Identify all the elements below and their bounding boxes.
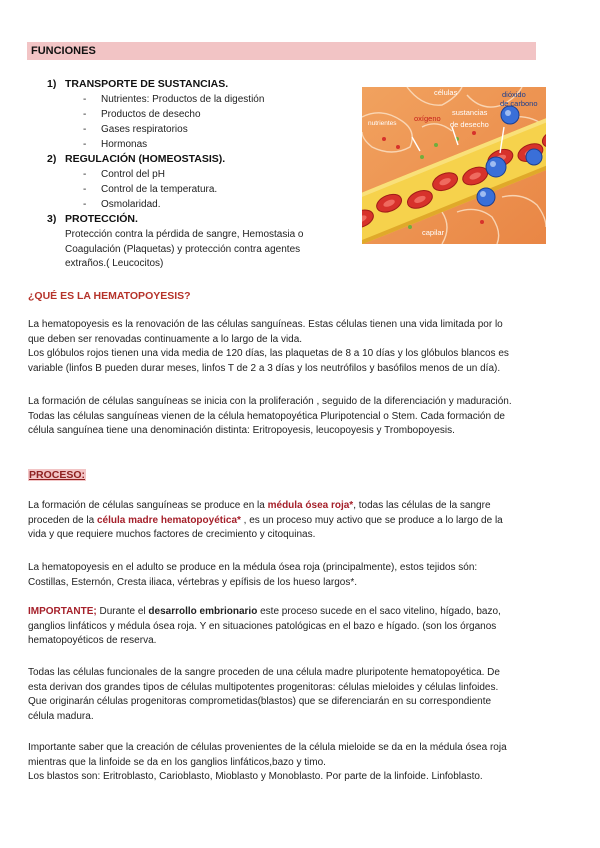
- paragraph-formation: La formación de células sanguíneas se inicia con la proliferación , seguido de la diferenciación y maduración. Todas las células sanguíneas vienen de la célula hematopoyética Pluripotencial o Stem. Cada formación de célula sanguínea tiene una denominación distinta: Eritropoyesis, leucopoyesis y Trombopoyesis.: [28, 396, 512, 437]
- list-number: 3): [47, 213, 57, 225]
- sublist-item: - Gases respiratorios: [83, 124, 188, 135]
- label-de-desecho: de desecho: [450, 120, 489, 129]
- label-celulas: células: [434, 88, 458, 97]
- list-number: 2): [47, 153, 57, 165]
- label-capilar: capilar: [422, 228, 445, 237]
- sublist-item: - Nutrientes: Productos de la digestión: [83, 94, 265, 105]
- list-item-regulacion: [47, 153, 225, 165]
- emphasis-celula-madre: célula madre hematopoyética*: [96, 514, 241, 526]
- paragraph-proceso-2: La hematopoyesis en el adulto se produce en la médula ósea roja (principalmente), estos tejidos són: Costillas, Esternón, Cresta iliaca, vértebras y epífisis de los hueso largos*.: [28, 562, 478, 588]
- heading-proceso: PROCESO:: [29, 469, 86, 481]
- paragraph-proceso-1: La formación de células sanguíneas se produce en la médula ósea roja*, todas las células de la sangre proceden de la célula madre hematopoyética* , es un proceso muy activo que se produce a lo largo de la vida y que requiere muchos factores de crecimiento y citoquinas.: [28, 500, 503, 541]
- paragraph-definition: La hematopoyesis es la renovación de las células sanguíneas. Estas células tienen una vida limitada por lo que deben ser renovadas continuamente a lo largo de la vida. Los glóbulos rojos tienen una vida media de 120 días, las plaquetas de 8 a 10 días y los glóbulos blancos es variable (linfos B pueden durar meses, linfos T de 2 a 3 días y los neutrófilos y basófilos menos de un día).: [28, 319, 509, 374]
- list-number: 1): [47, 78, 57, 90]
- label-sustancias: sustancias: [452, 108, 488, 117]
- list-heading: TRANSPORTE DE SUSTANCIAS.: [65, 78, 229, 90]
- blood-vessel-illustration: [362, 87, 546, 244]
- emphasis-medula: médula ósea roja*: [267, 500, 354, 511]
- section-title-funciones: FUNCIONES: [31, 45, 96, 57]
- proteccion-text: Protección contra la pérdida de sangre, Hemostasia o Coagulación (Plaquetas) y protección contra agentes extraños.( Leucocitos): [65, 229, 304, 270]
- paragraph-importante: IMPORTANTE; Durante el desarrollo embrionario este proceso sucede en el saco vitelino, hígado, bazo, ganglios linfáticos y médula ósea roja. Y en situaciones patológicas en el bazo e hígado. (son los órganos hematopoyéticos de reserva.: [28, 606, 501, 647]
- emphasis-desarrollo: desarrollo embrionario: [148, 606, 258, 617]
- label-de-carbono: de carbono: [500, 99, 538, 108]
- label-dioxido: dióxido: [502, 90, 526, 99]
- sublist-item: - Control de la temperatura.: [83, 184, 218, 195]
- list-item-transporte: [47, 78, 228, 90]
- sublist-item: - Osmolaridad.: [83, 199, 161, 210]
- list-heading: REGULACIÓN (HOMEOSTASIS).: [65, 153, 226, 165]
- section-band: [27, 42, 536, 60]
- sublist-transporte: [83, 92, 264, 152]
- label-importante: IMPORTANTE;: [28, 606, 97, 617]
- label-nutrientes: nutrientes: [368, 120, 397, 127]
- sublist-regulacion: [83, 167, 217, 212]
- paragraph-proceso-5: Importante saber que la creación de células provenientes de la célula mieloide se da en la médula ósea roja mientras que la linfoide se da en los ganglios linfáticos,bazo y timo. Los blastos son: Eritroblasto, Carioblasto, Mioblasto y Monoblasto. Por parte de la linfoide. Linfoblasto.: [28, 742, 507, 783]
- list-heading: PROTECCIÓN.: [65, 213, 138, 225]
- heading-hematopoyesis: ¿QUÉ ES LA HEMATOPOYESIS?: [28, 290, 191, 302]
- label-oxigeno: oxígeno: [414, 114, 441, 123]
- sublist-item: - Hormonas: [83, 139, 148, 150]
- sublist-item: - Control del pH: [83, 169, 165, 180]
- list-item-proteccion: [47, 213, 138, 225]
- paragraph-proceso-4: Todas las células funcionales de la sangre proceden de una célula madre pluripotente hematopoyética. De esta derivan dos grandes tipos de células multipotentes progenitoras: células mieloides y células linfoides. Que originarán células progenitoras comprometidas(blastos) que se diferenciarán en su correspondiente célula madura.: [28, 667, 500, 722]
- sublist-item: - Productos de desecho: [83, 109, 201, 120]
